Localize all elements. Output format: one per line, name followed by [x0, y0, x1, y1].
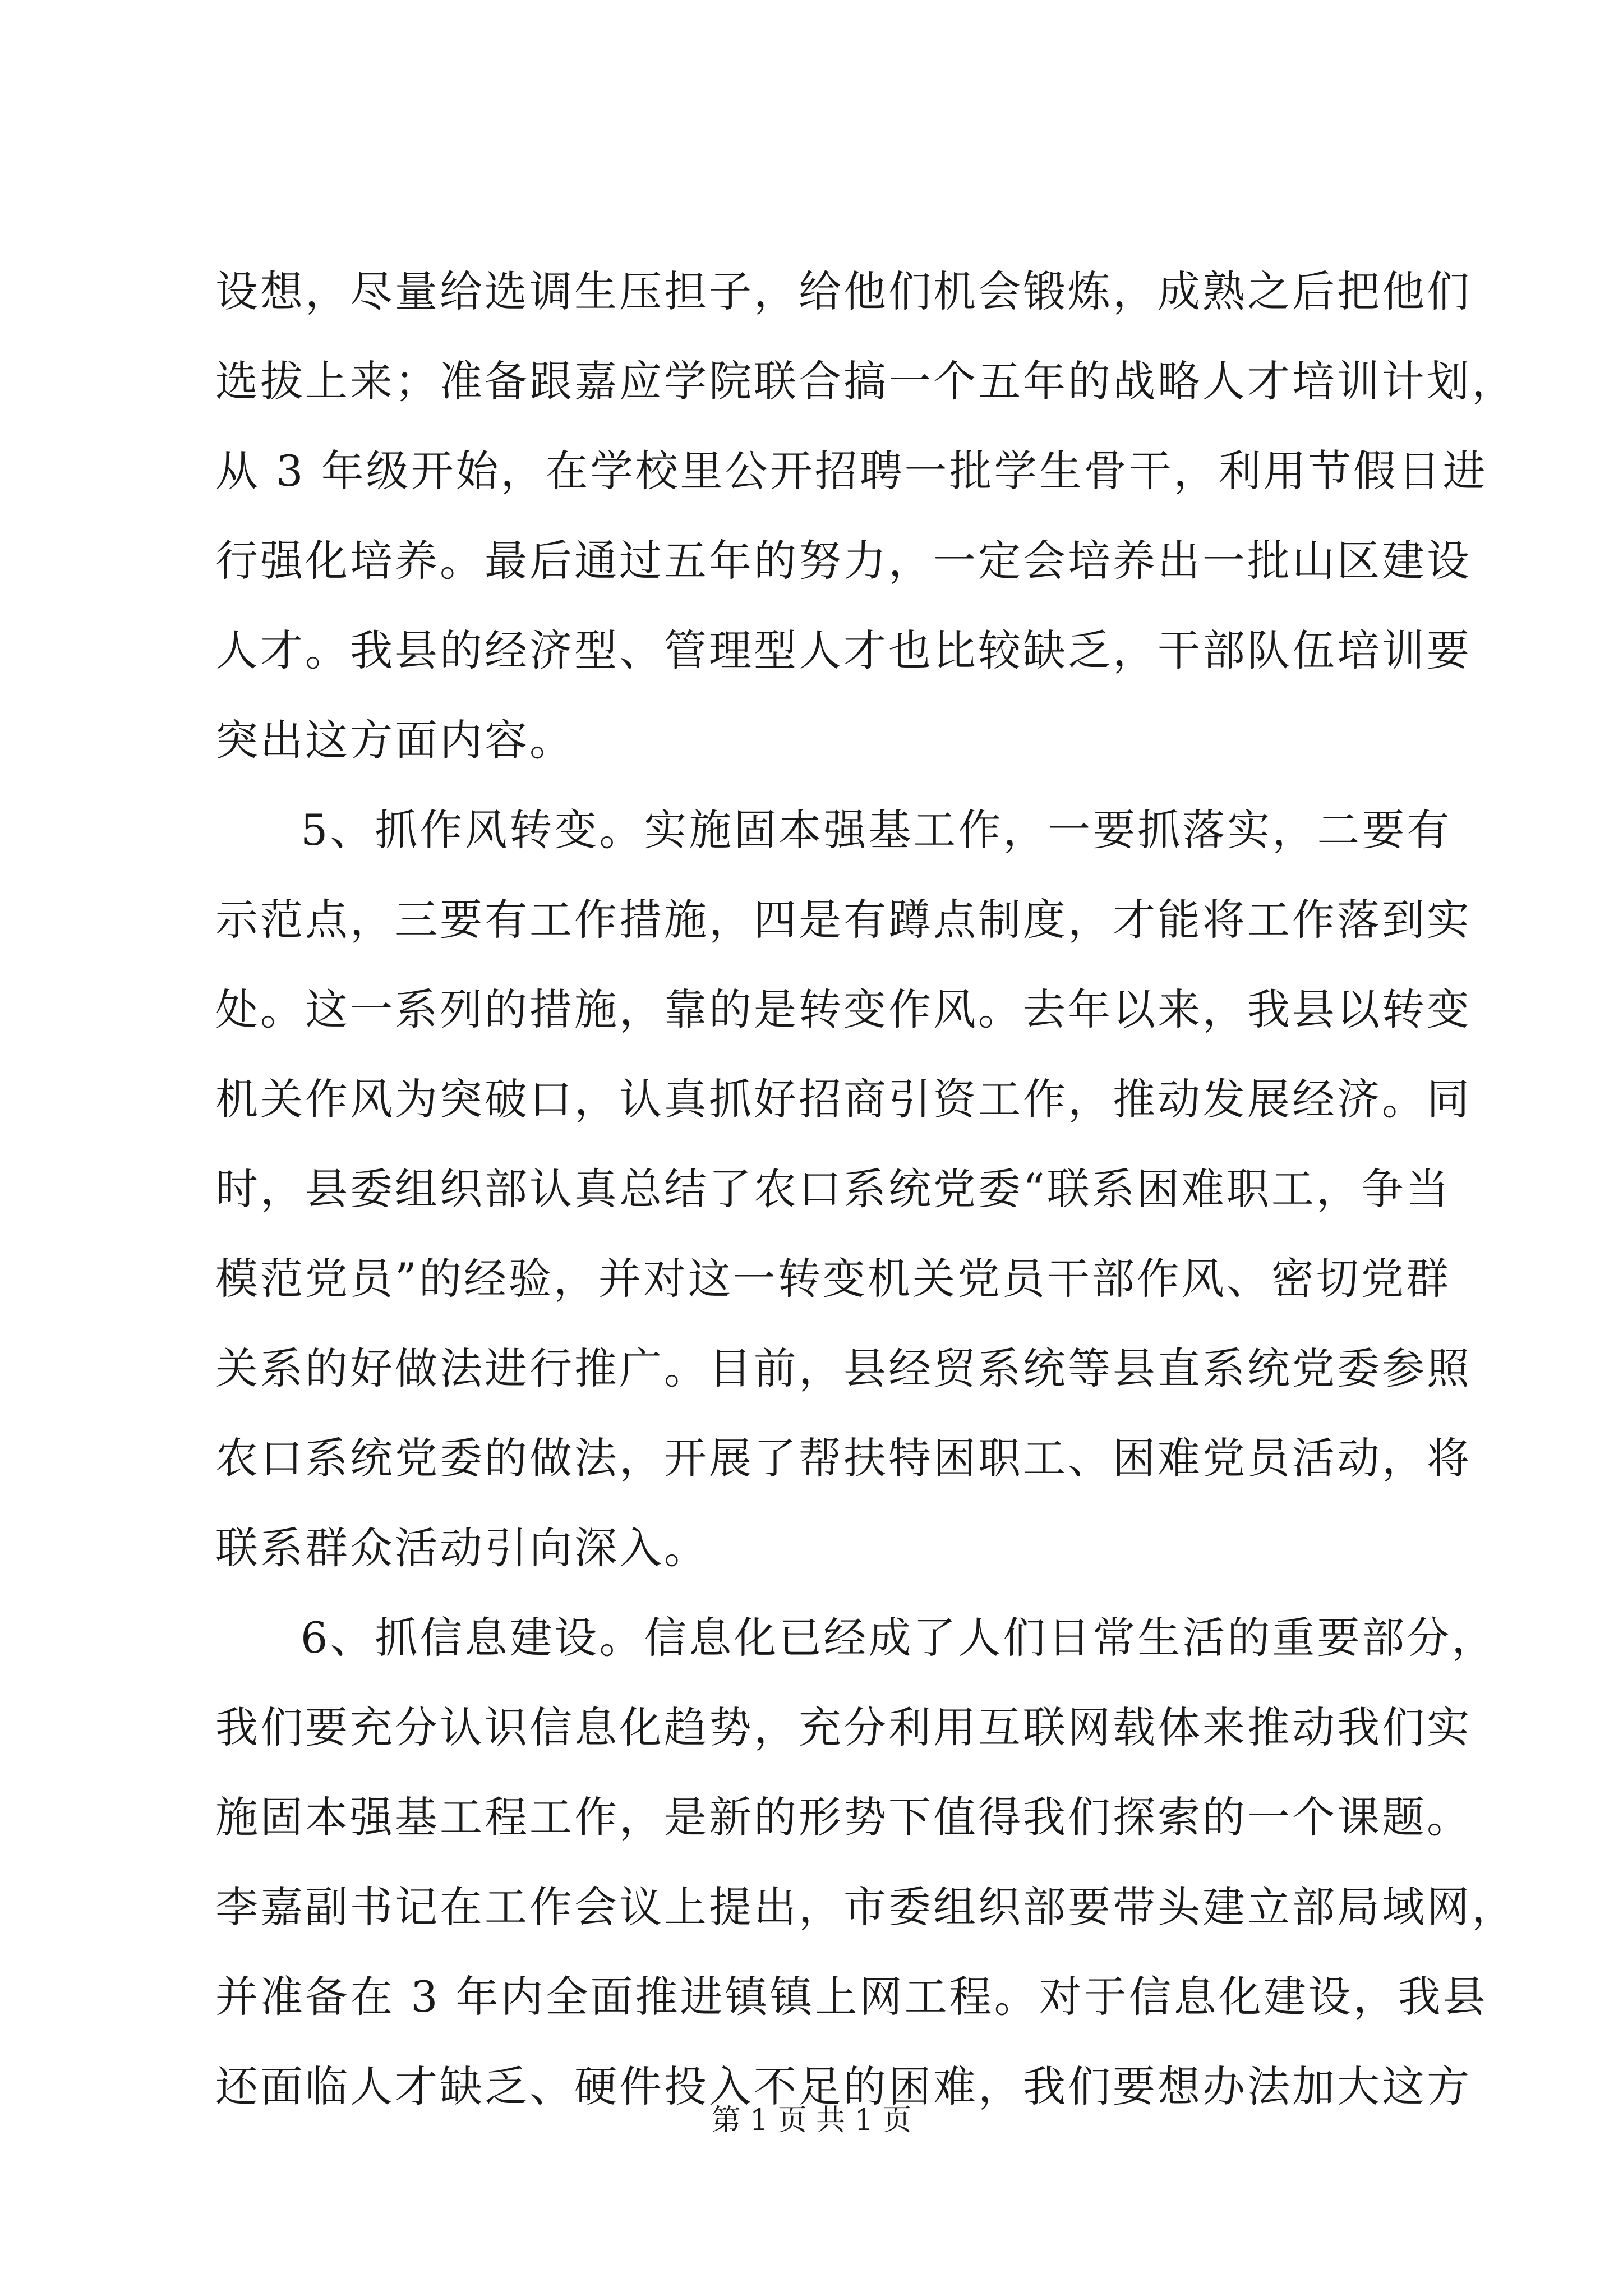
text-line: 人才。我县的经济型、管理型人才也比较缺乏，干部队伍培训要 [215, 625, 1472, 675]
text-line: 从 3 年级开始，在学校里公开招聘一批学生骨干，利用节假日进 [215, 446, 1488, 496]
text-line: 时，县委组织部认真总结了农口系统党委“联系困难职工，争当 [215, 1164, 1451, 1214]
page-footer [0, 2098, 1623, 2143]
text-line: 机关作风为突破口，认真抓好招商引资工作，推动发展经济。同 [215, 1074, 1472, 1124]
paragraph-start-line: 5、抓作风转变。实施固本强基工作，一要抓落实，二要有 [301, 805, 1452, 855]
paragraph-start-line: 6、抓信息建设。信息化已经成了人们日常生活的重要部分， [301, 1613, 1497, 1663]
text-line: 李嘉副书记在工作会议上提出，市委组织部要带头建立部局域网， [215, 1882, 1516, 1932]
text-line: 还面临人才缺乏、硬件投入不足的困难，我们要想办法加大这方 [215, 2062, 1472, 2111]
document-body [215, 247, 1516, 2132]
text-line: 关系的好做法进行推广。目前，县经贸系统等县直系统党委参照 [215, 1343, 1472, 1393]
text-line: 施固本强基工程工作，是新的形势下值得我们探索的一个课题。 [215, 1792, 1472, 1842]
text-line: 行强化培养。最后通过五年的努力，一定会培养出一批山区建设 [215, 536, 1472, 586]
text-line: 突出这方面内容。 [215, 715, 574, 765]
text-line: 选拔上来；准备跟嘉应学院联合搞一个五年的战略人才培训计划， [215, 356, 1516, 406]
page-number-label: 第 1 页 共 1 页 [711, 2104, 912, 2137]
text-line: 模范党员”的经验，并对这一转变机关党员干部作风、密切党群 [215, 1254, 1451, 1304]
text-line: 联系群众活动引向深入。 [215, 1523, 709, 1573]
text-line: 设想，尽量给选调生压担子，给他们机会锻炼，成熟之后把他们 [215, 266, 1472, 316]
text-line: 示范点，三要有工作措施，四是有蹲点制度，才能将工作落到实 [215, 895, 1472, 945]
text-line: 我们要充分认识信息化趋势，充分利用互联网载体来推动我们实 [215, 1703, 1472, 1752]
text-line: 并准备在 3 年内全面推进镇镇上网工程。对于信息化建设，我县 [215, 1972, 1488, 2022]
text-line: 农口系统党委的做法，开展了帮扶特困职工、困难党员活动，将 [215, 1433, 1472, 1483]
text-line: 处。这一系列的措施，靠的是转变作风。去年以来，我县以转变 [215, 984, 1472, 1034]
